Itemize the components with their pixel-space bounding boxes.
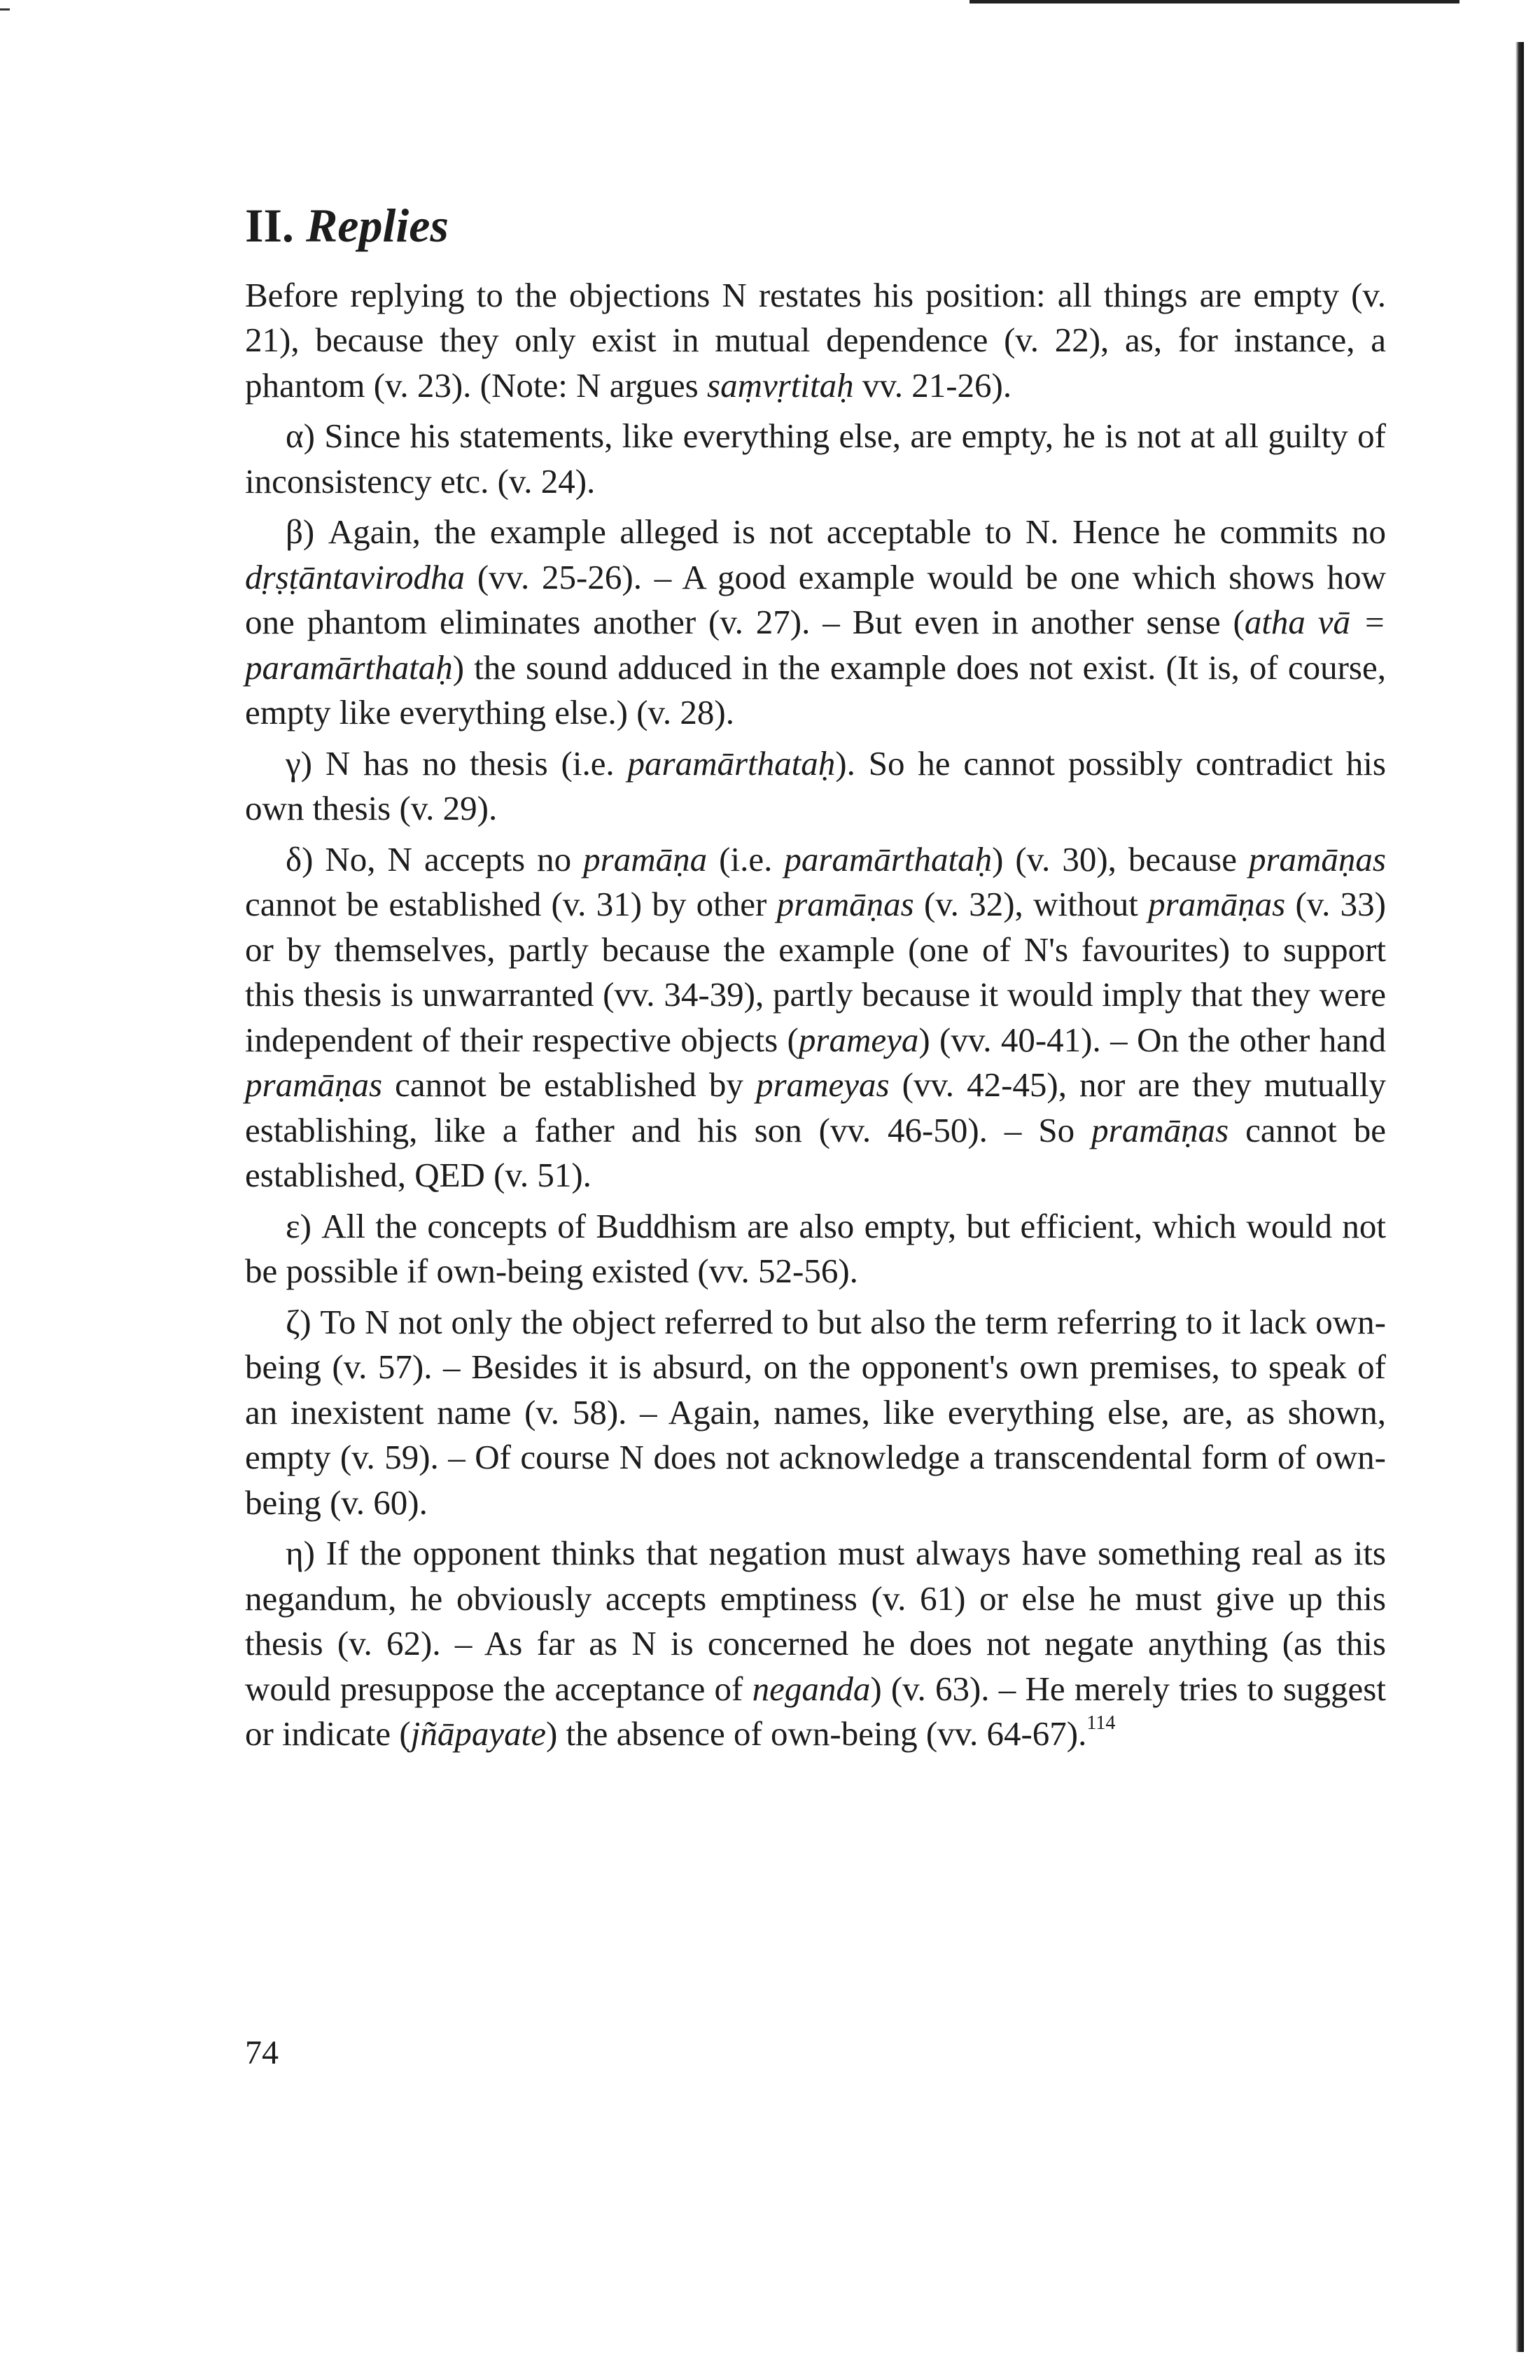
page-number: 74 — [245, 2034, 279, 2071]
delta-italic-6: prameya — [798, 1020, 919, 1059]
epsilon-text: ε) All the concepts of Buddhism are also empty, but efficient, which would not be possible if own-being existed (vv. 52-56). — [245, 1206, 1386, 1291]
intro-paragraph — [245, 273, 1386, 409]
delta-italic-1: pramāṇa — [583, 839, 708, 878]
delta-italic-3: pramāṇas — [1248, 839, 1386, 878]
delta-italic-4: pramāṇas — [776, 885, 914, 924]
scan-edge-mark — [0, 8, 10, 10]
delta-text-10: cannot be established, QED (v. 51). — [245, 1110, 1386, 1195]
delta-text-4: cannot be established (v. 31) by other — [245, 885, 777, 924]
gamma-text-1: γ) N has no thesis (i.e. — [286, 743, 628, 783]
eta-italic-1: neganda — [752, 1669, 871, 1708]
delta-text-2: (i.e. — [707, 839, 785, 878]
delta-italic-2: paramārthataḥ — [784, 839, 993, 878]
beta-text-2: (vv. 25-26). – A good example would be one which shows how one phantom eliminates another (v. 27). – But even in another sense ( — [245, 557, 1386, 642]
section-title: Replies — [305, 199, 449, 252]
eta-text-2: ) (v. 63). – He merely tries to suggest or indicate ( — [245, 1669, 1386, 1754]
section-heading — [245, 200, 1386, 252]
gamma-italic-1: paramārthataḥ — [627, 743, 836, 783]
section-number: II. — [245, 199, 294, 252]
alpha-paragraph — [245, 414, 1386, 504]
delta-text-3: ) (v. 30), because — [992, 839, 1249, 878]
eta-text-3: ) the absence of own-being (vv. 64-67). — [545, 1714, 1087, 1754]
delta-italic-7: pramāṇas — [245, 1065, 383, 1105]
intro-text-1: Before replying to the objections N restates his position: all things are empty (v. 21), because they only exist in mutual dependence (v. 22), as, for instance, a phantom (v. 23). (Note: N argues — [245, 275, 1386, 405]
eta-text-1: η) If the opponent thinks that negation must always have something real as its negandum, he obviously accepts emptiness (v. 61) or else he must give up this thesis (v. 62). – As far as N is concerned he does not negate anything (as this would presuppose the acceptance of — [245, 1534, 1386, 1708]
beta-italic-2: atha vā = paramārthataḥ — [245, 603, 1386, 687]
delta-text-7: ) (vv. 40-41). – On the other hand — [918, 1020, 1386, 1059]
beta-text-3: ) the sound adduced in the example does not exist. (It is, of course, empty like everything else.) (v. 28). — [245, 648, 1386, 732]
gamma-text-2: ). So he cannot possibly contradict his own thesis (v. 29). — [245, 743, 1386, 828]
delta-italic-5: pramāṇas — [1148, 885, 1286, 924]
eta-paragraph — [245, 1531, 1386, 1757]
footnote-marker[interactable]: 114 — [1086, 1712, 1116, 1734]
beta-paragraph — [245, 510, 1386, 736]
delta-paragraph — [245, 837, 1386, 1198]
eta-italic-2: jñāpayate — [410, 1714, 546, 1754]
delta-italic-9: pramāṇas — [1091, 1110, 1229, 1149]
alpha-text: α) Since his statements, like everything else, are empty, he is not at all guilty of inconsistency etc. (v. 24). — [245, 416, 1386, 500]
beta-italic-1: dṛṣṭāntavirodha — [245, 557, 465, 596]
intro-italic-1: saṃvṛtitaḥ — [707, 365, 854, 405]
delta-text-5: (v. 32), without — [913, 885, 1149, 924]
delta-text-6: (v. 33) or by themselves, partly because the example (one of N's favourites) to support this thesis is unwarranted (vv. 34-39), partly because it would imply that they were independent of their respective objects ( — [245, 885, 1387, 1059]
intro-text-2: vv. 21-26). — [853, 365, 1012, 405]
delta-text-8: cannot be established by — [382, 1065, 757, 1105]
gamma-paragraph — [245, 741, 1386, 832]
page-body — [245, 200, 1386, 1763]
epsilon-paragraph — [245, 1204, 1386, 1294]
delta-italic-8: prameyas — [756, 1065, 890, 1105]
beta-text-1: β) Again, the example alleged is not acceptable to N. Hence he commits no — [286, 512, 1386, 552]
delta-text-9: (vv. 42-45), nor are they mutually establishing, like a father and his son (vv. 46-50). – So — [245, 1065, 1386, 1149]
delta-text-1: δ) No, N accepts no — [286, 839, 584, 878]
zeta-text: ζ) To N not only the object referred to but also the term referring to it lack own-being (v. 57). – Besides it is absurd, on the opponent's own premises, to speak of an inexistent name (v. 58). – Again, names, like everything else, are, as shown, empty (v. 59). – Of course N does not acknowledge a transcendental form of own-being (v. 60). — [245, 1302, 1386, 1522]
top-edge-rule — [969, 0, 1460, 4]
zeta-paragraph — [245, 1300, 1386, 1526]
page-scan-edge — [1516, 42, 1524, 2352]
